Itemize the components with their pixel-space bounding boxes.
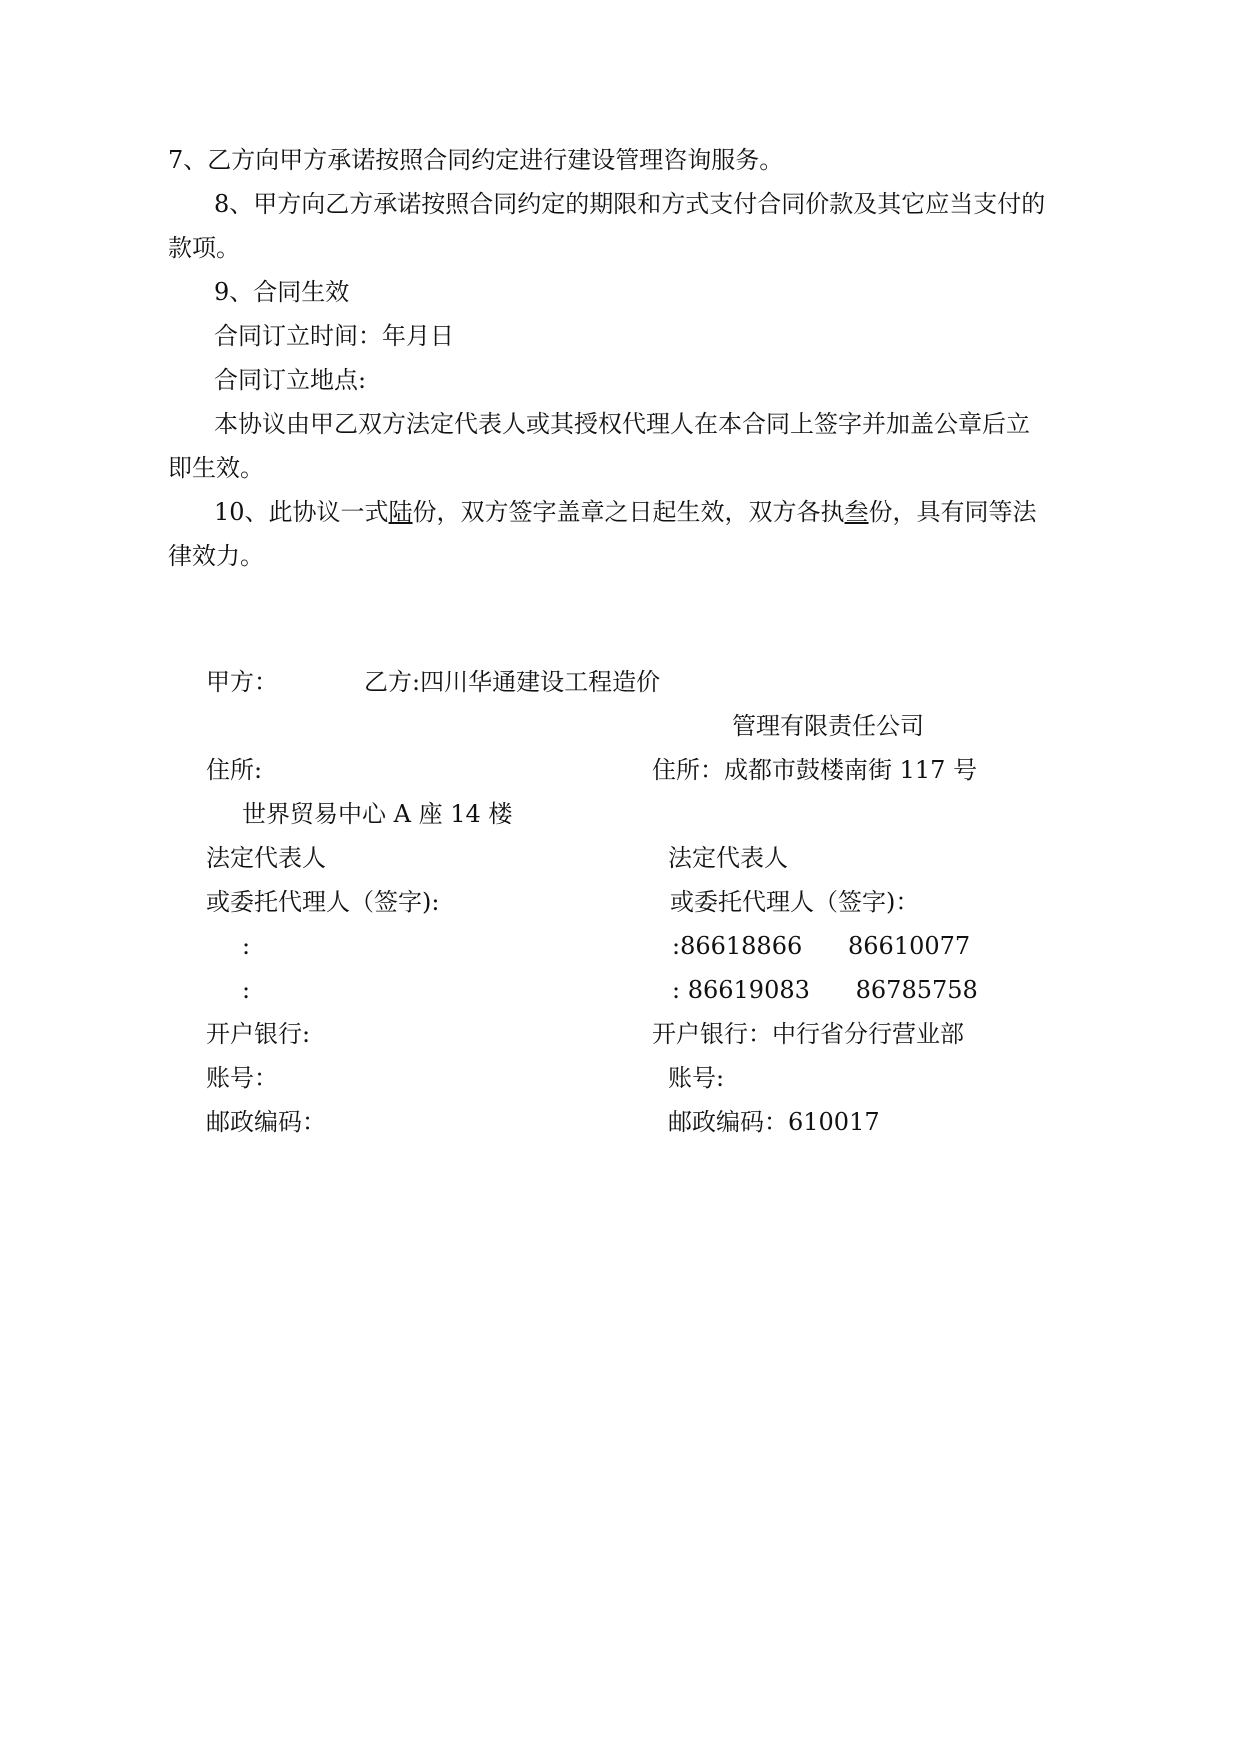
party-a-postcode: 邮政编码：	[206, 1108, 326, 1136]
contract-sign-time: 合同订立时间：年月日	[214, 322, 454, 350]
contract-sign-place: 合同订立地点:	[214, 366, 367, 394]
party-b-address-cont: 世界贸易中心 A 座 14 楼	[242, 800, 513, 828]
party-a-label: 甲方：	[206, 668, 278, 696]
party-b-legal-rep: 法定代表人	[668, 844, 788, 872]
clause-10-line-1	[214, 497, 1037, 527]
clause-10-text-a: 10、此协议一式	[214, 498, 389, 526]
party-a-phone: :	[242, 932, 251, 960]
party-a-bank: 开户银行:	[206, 1020, 311, 1048]
copies-total: 陆	[388, 498, 413, 526]
clause-10-text-c: 份，具有同等法	[868, 498, 1037, 526]
party-b-label-cont: 管理有限责任公司	[732, 712, 924, 740]
party-b-fax: : 86619083 86785758	[672, 976, 978, 1004]
party-a-agent-sign: 或委托代理人（签字):	[206, 888, 440, 916]
clause-8-line-1: 8、甲方向乙方承诺按照合同约定的期限和方式支付合同价款及其它应当支付的	[214, 190, 1046, 218]
party-a-account: 账号：	[206, 1064, 278, 1092]
clause-10-text-b: 份，双方签字盖章之日起生效，双方各执	[412, 498, 845, 526]
party-b-label: 乙方:四川华通建设工程造价	[364, 668, 661, 696]
clause-9-effect-line-2: 即生效。	[168, 454, 264, 482]
party-b-bank: 开户银行：中行省分行营业部	[652, 1020, 964, 1048]
party-b-account: 账号:	[668, 1064, 725, 1092]
party-b-phone: :86618866 86610077	[672, 932, 971, 960]
party-b-agent-sign: 或委托代理人（签字)：	[670, 888, 920, 916]
party-a-fax: :	[242, 976, 251, 1004]
clause-9-effect-line-1: 本协议由甲乙双方法定代表人或其授权代理人在本合同上签字并加盖公章后立	[214, 410, 1030, 438]
clause-10-line-2: 律效力。	[168, 542, 264, 570]
party-a-address: 住所:	[206, 756, 263, 784]
party-a-legal-rep: 法定代表人	[206, 844, 326, 872]
clause-7: 7、乙方向甲方承诺按照合同约定进行建设管理咨询服务。	[168, 146, 784, 174]
party-b-postcode: 邮政编码：610017	[668, 1108, 880, 1136]
clause-8-line-2: 款项。	[168, 234, 240, 262]
clause-9-title: 9、合同生效	[214, 278, 350, 306]
copies-each: 叁	[844, 498, 869, 526]
party-b-address: 住所：成都市鼓楼南街 117 号	[652, 756, 978, 784]
